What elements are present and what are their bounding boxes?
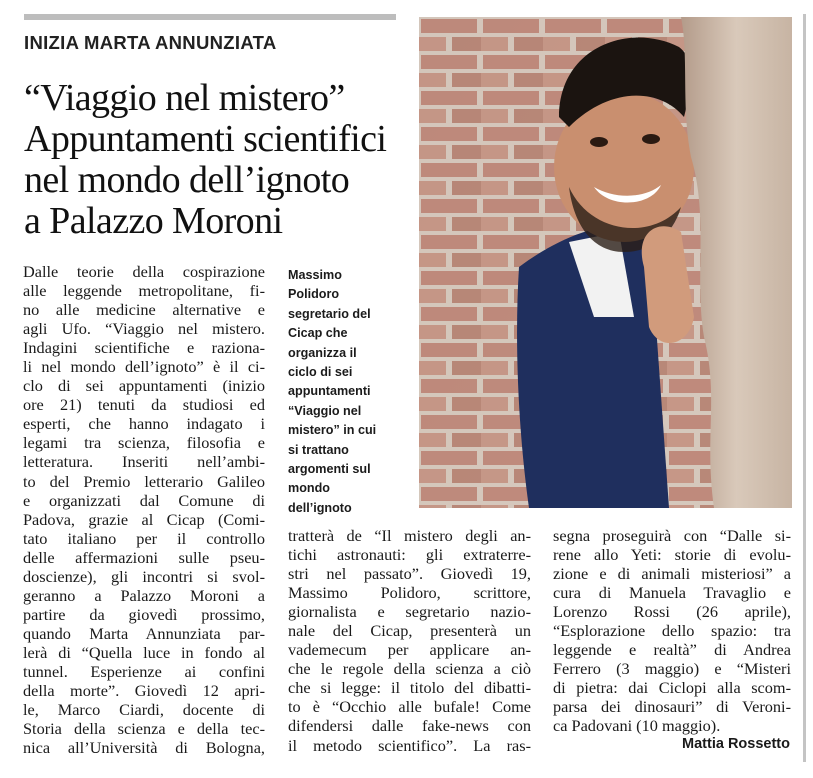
- body-line: le, Marco Ciardi, docente di: [23, 700, 265, 720]
- caption-line: mistero” in cui: [288, 423, 377, 438]
- caption-line: Massimo: [288, 268, 342, 282]
- body-line: legami tra scienza, filosofia e: [23, 433, 265, 453]
- caption-line: appuntamenti: [288, 384, 371, 399]
- body-column-2: [288, 526, 531, 755]
- body-line: nica all’Università di Bologna,: [23, 738, 265, 758]
- headline-line: a Palazzo Moroni: [24, 200, 283, 242]
- body-line: che si legge: il titolo del dibatti-: [288, 678, 531, 698]
- top-rule: [24, 14, 396, 20]
- body-line: tato italiano per il controllo: [23, 528, 265, 548]
- body-line: to del Premio letterario Galileo: [23, 471, 265, 491]
- body-line: geranno a Palazzo Moroni a: [23, 585, 265, 605]
- body-line: zione e di animali misteriosi” a: [553, 564, 791, 584]
- headline-line: nel mondo dell’ignoto: [24, 159, 350, 201]
- body-line: letteratura. Inseriti nell’ambi-: [23, 452, 265, 472]
- body-line: leggende e realtà” di Andrea: [553, 640, 791, 660]
- body-line: nale del Cicap, presenterà un: [288, 621, 531, 641]
- body-column-1: [23, 262, 265, 757]
- portrait-photo: [419, 17, 792, 508]
- body-line: tratterà de “Il mistero degli an-: [288, 526, 531, 545]
- body-line: e organizzati dal Comune di: [23, 490, 265, 510]
- caption-line: mondo: [288, 481, 330, 496]
- body-line: Indagini scientifiche e raziona-: [23, 338, 265, 358]
- caption-line: si trattano: [288, 442, 349, 457]
- body-line: agli Ufo. “Viaggio nel mistero.: [23, 319, 265, 339]
- body-line: Ferrero (3 maggio) e “Misteri: [553, 659, 791, 679]
- caption-line: organizza il: [288, 345, 357, 360]
- body-line: giornalista e segretario nazio-: [288, 602, 531, 622]
- body-column-3: [553, 526, 791, 736]
- body-line: tunnel. Esperienze ai confini: [23, 661, 265, 681]
- body-line: lerà di “Quella luce in fondo al: [23, 642, 265, 662]
- kicker: INIZIA MARTA ANNUNZIATA: [24, 32, 277, 53]
- body-line: della morte”. Giovedì 12 apri-: [23, 681, 265, 701]
- body-line: rene allo Yeti: storie di evolu-: [553, 545, 791, 565]
- body-line: Lorenzo Rossi (26 aprile),: [553, 602, 791, 622]
- body-line: stri nel passato”. Giovedì 19,: [288, 564, 531, 584]
- caption-line: Polidoro: [288, 287, 340, 302]
- body-line: di pietra: dai Ciclopi alla scom-: [553, 678, 791, 698]
- body-line: delle affermazioni sulle pseu-: [23, 547, 265, 567]
- body-line: clo di sei appuntamenti (inizio: [23, 376, 265, 396]
- body-line: segna proseguirà con “Dalle si-: [553, 526, 791, 545]
- caption-line: Cicap che: [288, 326, 348, 341]
- body-line: il metodo scientifico”. La ras-: [288, 735, 531, 755]
- body-line: ore 21) tenuti da studiosi ed: [23, 395, 265, 415]
- body-line: cura di Manuela Travaglio e: [553, 583, 791, 603]
- caption-line: argomenti sul: [288, 462, 371, 477]
- byline: Mattia Rossetto: [682, 736, 790, 752]
- body-line: ca Padovani (10 maggio).: [553, 716, 721, 736]
- photo-caption: [288, 266, 414, 518]
- body-line: Massimo Polidoro, scrittore,: [288, 583, 531, 603]
- headline-line: Appuntamenti scientifici: [24, 118, 387, 160]
- body-line: no alle medicine alternative e: [23, 300, 265, 320]
- body-line: parsa dei dinosauri” di Veroni-: [553, 697, 791, 717]
- body-line: esperti, che hanno indagato i: [23, 414, 265, 434]
- headline-line: “Viaggio nel mistero”: [24, 77, 345, 119]
- body-line: tichi astronauti: gli extraterre-: [288, 545, 531, 565]
- caption-line: ciclo di sei: [288, 365, 353, 380]
- body-line: che le regole della scienza a ciò: [288, 659, 531, 679]
- body-line: Padova, grazie al Cicap (Comi-: [23, 509, 265, 529]
- headline: [24, 78, 414, 242]
- body-line: vademecum per applicare an-: [288, 640, 531, 660]
- body-line: alle leggende metropolitane, fi-: [23, 281, 265, 301]
- caption-line: “Viaggio nel: [288, 403, 362, 418]
- body-line: difendersi dalle fake-news con: [288, 716, 531, 736]
- body-line: Storia della scienza e della tec-: [23, 719, 265, 739]
- right-rule: [803, 14, 806, 762]
- body-line: Dalle teorie della cospirazione: [23, 262, 265, 281]
- body-line: doscienze), gli incontri si svol-: [23, 566, 265, 586]
- body-line: quando Marta Annunziata par-: [23, 623, 265, 643]
- body-line: partire da giovedì prossimo,: [23, 604, 265, 624]
- body-line: to è “Occhio alle bufale! Come: [288, 697, 531, 717]
- caption-line: dell’ignoto: [288, 500, 352, 515]
- body-line: “Esplorazione dello spazio: tra: [553, 621, 791, 641]
- caption-line: segretario del: [288, 306, 371, 321]
- body-line: li nel mondo dell’ignoto” è il ci-: [23, 357, 265, 377]
